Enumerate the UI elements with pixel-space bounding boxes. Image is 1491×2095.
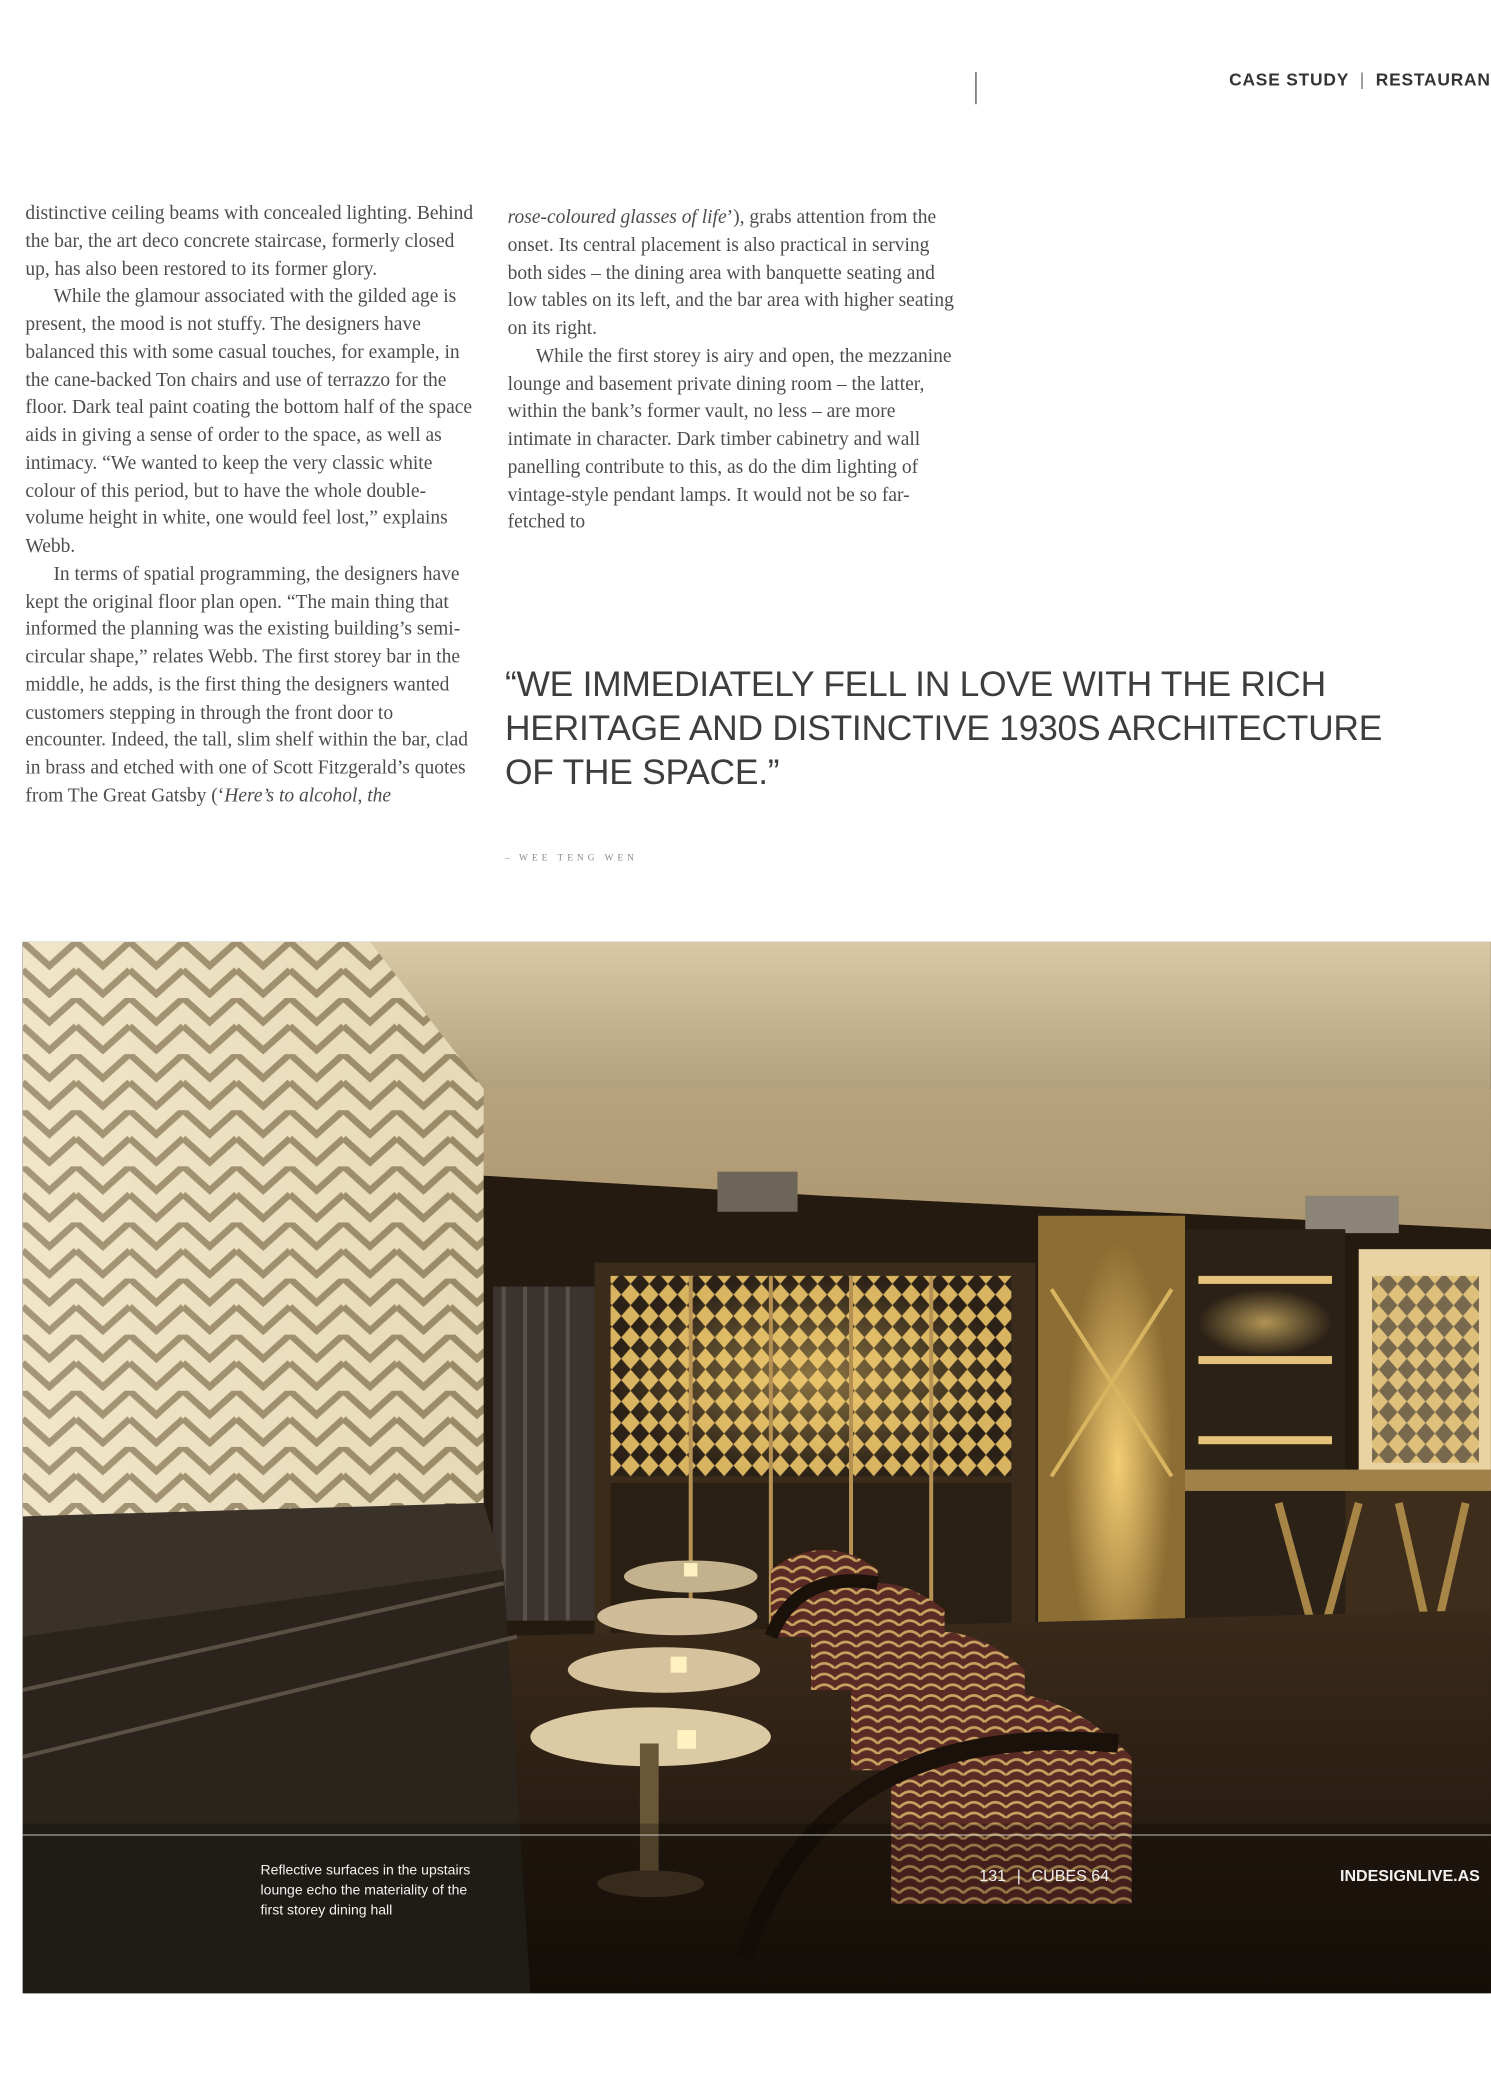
quote-italic: Here’s to alcohol, the [224,785,392,807]
body-column-2 [508,204,960,537]
photo-caption: Reflective surfaces in the upstairs lounge echo the materiality of the first storey dining hall [260,1862,471,1919]
attribution-name: WEE TENG WEN [519,852,638,864]
paragraph: distinctive ceiling beams with concealed lighting. Behind the bar, the art deco concrete staircase, formerly closed up, has also been restored to its former glory. [25,203,474,280]
page-number: 131 [979,1866,1007,1886]
pull-quote-attribution [505,852,638,863]
header-divider [975,72,976,104]
paragraph-text: In terms of spatial programming, the designers have kept the original floor plan open. “The main thing that informed the planning was the existing building’s semi-circular shape,” relates Webb. The first storey bar in the middle, he adds, is the first thing the designers wanted customers stepping in through the front door to encounter. Indeed, the tall, slim shelf within the bar, clad in brass and etched with one of Scott Fitzgerald’s quotes from The Great Gatsby (‘ [25,563,469,807]
quote-italic: rose-coloured glasses of life [507,207,727,229]
attribution-dash: – [505,852,514,864]
folio-separator: | [1016,1866,1021,1886]
header-separator: | [1359,69,1366,90]
photo-rule [23,1834,1491,1835]
pull-quote: “WE IMMEDIATELY FELL IN LOVE WITH THE RICH HERITAGE AND DISTINCTIVE 1930S ARCHITECTURE OF THE SPACE.” [505,663,1383,793]
lounge-photo [23,942,1491,1993]
paragraph [508,204,960,343]
paragraph: While the first storey is airy and open, the mezzanine lounge and basement private dining room – the latter, within the bank’s former vault, no less – are more intimate in character. Dark timber cabinetry and wall panelling contribute to this, as do the dim lighting of vintage-style pendant lamps. It would not be so far-fetched to [507,345,952,534]
page-folio [979,1866,1109,1885]
issue-name: CUBES 64 [1031,1866,1110,1886]
paragraph: While the glamour associated with the gilded age is present, the mood is not stuffy. The designers have balanced this with some casual touches, for example, in the cane-backed Ton chairs and use of terrazzo for the floor. Dark teal paint coating the bottom half of the space aids in giving a sense of order to the space, as well as intimacy. “We wanted to keep the very classic white colour of this period, but to have the whole double-volume height in white, one would feel lost,” explains Webb. [25,286,473,558]
header-category: RESTAURAN [1375,69,1491,90]
header-section: CASE STUDY [1229,69,1350,90]
paragraph [25,561,474,810]
body-column-1 [25,200,474,810]
paragraph-text: ’), grabs attention from the onset. Its central placement is also practical in serving both sides – the dining area with banquette seating and low tables on its left, and the bar area with higher seating on its right. [507,207,954,340]
website-label: INDESIGNLIVE.AS [1340,1866,1480,1886]
running-header [1229,69,1491,89]
